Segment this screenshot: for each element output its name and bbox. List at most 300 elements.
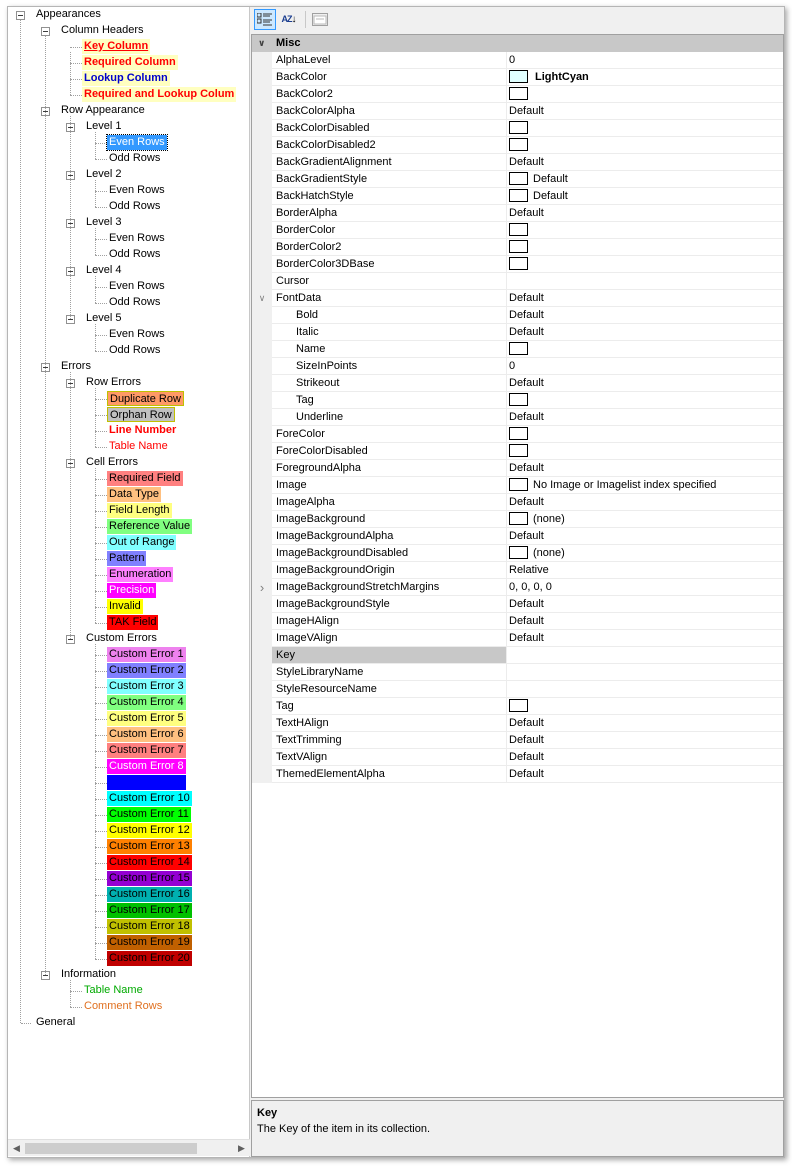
property-name: ForeColor [272,426,507,443]
tree-line [95,719,107,720]
tree-label: Even Rows [109,280,165,292]
tree-line [95,879,107,880]
property-value[interactable]: Default [507,766,783,783]
tree-line [95,276,96,303]
property-pages-button[interactable] [309,9,331,30]
tree-label: Level 5 [86,312,122,324]
row-gutter [252,443,272,460]
tree-label: Errors [61,360,91,372]
property-value[interactable] [507,647,783,664]
property-value[interactable]: Default [507,409,783,426]
color-swatch [509,512,528,525]
color-swatch [509,70,528,83]
property-name: Strikeout [272,375,507,392]
property-value[interactable]: Default [507,596,783,613]
row-gutter [252,596,272,613]
property-row[interactable] [252,239,783,256]
property-value[interactable] [507,477,783,494]
property-value[interactable]: 0 [507,358,783,375]
tree-line [95,351,107,352]
property-value[interactable] [507,256,783,273]
tree-label: Row Errors [86,376,142,388]
category-misc[interactable] [252,35,783,52]
tree-line [95,623,107,624]
property-row[interactable] [252,579,783,596]
property-value[interactable] [507,664,783,681]
property-name: TextHAlign [272,715,507,732]
tree-node-column-headers[interactable] [41,23,241,39]
property-row[interactable] [252,375,783,392]
tree-label: Even Rows [109,232,165,244]
property-value[interactable]: Default [507,154,783,171]
property-value[interactable] [507,443,783,460]
tree-line [70,63,82,64]
property-name: Italic [272,324,507,341]
tree-label: Level 1 [86,120,122,132]
description-panel [251,1100,784,1157]
tree-line [95,511,107,512]
row-gutter [252,494,272,511]
property-value[interactable]: Default [507,528,783,545]
tree-line [95,228,96,255]
property-row[interactable] [252,324,783,341]
property-name: BackGradientStyle [272,171,507,188]
property-value[interactable]: Default [507,307,783,324]
property-row[interactable] [252,715,783,732]
tree-label: Custom Errors [86,632,157,644]
scrollbar-thumb[interactable] [25,1143,197,1154]
property-name: TextTrimming [272,732,507,749]
property-name: Tag [272,698,507,715]
tree-label: Custom Error 1 [109,648,184,660]
row-gutter [252,222,272,239]
tree-line [95,479,107,480]
tree-line [95,895,107,896]
property-value[interactable] [507,188,783,205]
tree-label: Comment Rows [84,1000,163,1012]
tree-line [95,335,107,336]
row-gutter [252,392,272,409]
tree-label: Custom Error 15 [109,872,190,884]
tree-label: Line Number [109,424,177,436]
tree-line [95,847,107,848]
row-gutter [252,460,272,477]
tree-line [70,1007,82,1008]
tree-line [70,980,71,1007]
row-gutter [252,749,272,766]
tree-label: Enumeration [109,568,172,580]
tree-line [95,655,107,656]
tree-label: Column Headers [61,24,144,36]
row-gutter [252,154,272,171]
tree-line [95,943,107,944]
property-name: ForegroundAlpha [272,460,507,477]
property-row[interactable] [252,732,783,749]
property-value[interactable] [507,426,783,443]
row-gutter [252,69,272,86]
tree-label: Custom Error 4 [109,696,184,708]
tree-line [95,399,107,400]
scroll-left-icon[interactable]: ◀ [13,1143,20,1153]
property-row[interactable] [252,86,783,103]
tree-label: Invalid [109,600,141,612]
tree-line [95,767,107,768]
property-row[interactable] [252,256,783,273]
tree-label: Data Type [109,488,159,500]
row-gutter [252,715,272,732]
property-row[interactable] [252,307,783,324]
row-gutter [252,256,272,273]
tree-label: Custom Error 17 [109,904,190,916]
tree-label: Custom Error 2 [109,664,184,676]
property-name: BackColorDisabled [272,120,507,137]
tree-line [95,831,107,832]
tree-label: Odd Rows [109,344,161,356]
tree-label: Custom Error 19 [109,936,190,948]
property-row[interactable] [252,426,783,443]
property-value[interactable] [507,222,783,239]
tree-line [95,431,107,432]
tree-line [70,95,82,96]
property-row[interactable] [252,511,783,528]
row-gutter [252,545,272,562]
property-value[interactable]: Default [507,494,783,511]
tree-line [95,687,107,688]
row-gutter [252,52,272,69]
tree-line [95,159,107,160]
property-name: BorderAlpha [272,205,507,222]
tree-line [21,1023,31,1024]
property-value[interactable] [507,137,783,154]
property-grid[interactable] [251,34,784,1098]
property-value[interactable]: Default [507,375,783,392]
tree-label: Precision [109,584,155,596]
tree-line [95,468,96,623]
tree-line [95,324,96,351]
property-row[interactable] [252,171,783,188]
row-gutter [252,86,272,103]
color-swatch [509,444,528,457]
row-gutter [252,205,272,222]
tree-label: Field Length [109,504,170,516]
tree-line [95,671,107,672]
property-row[interactable] [252,222,783,239]
property-row[interactable] [252,341,783,358]
property-value[interactable]: 0, 0, 0, 0 [507,579,783,596]
property-value[interactable] [507,86,783,103]
color-swatch [509,257,528,270]
color-swatch [509,138,528,151]
tree-label: Duplicate Row [107,391,184,406]
category-label: Misc [276,37,301,49]
tree-line [95,751,107,752]
property-row[interactable] [252,154,783,171]
property-row[interactable] [252,630,783,647]
row-gutter [252,681,272,698]
property-value[interactable]: Default [507,613,783,630]
property-value[interactable]: Default [507,205,783,222]
property-value[interactable]: Default [507,732,783,749]
property-name: StyleLibraryName [272,664,507,681]
property-value[interactable]: Default [507,324,783,341]
row-gutter [252,171,272,188]
property-name: ForeColorDisabled [272,443,507,460]
row-gutter [252,613,272,630]
property-row[interactable] [252,409,783,426]
tree-label-selected: Even Rows [109,136,165,148]
tree-line [95,180,96,207]
tree-label: Cell Errors [86,456,138,468]
property-row[interactable] [252,477,783,494]
property-row[interactable] [252,562,783,579]
row-gutter [252,103,272,120]
property-row[interactable] [252,443,783,460]
property-value[interactable]: Default [507,749,783,766]
tree-line [70,116,71,319]
property-value[interactable]: Default [507,290,783,307]
property-name: Name [272,341,507,358]
tree-label: Custom Error 18 [109,920,190,932]
property-row[interactable] [252,358,783,375]
chevron-down-icon[interactable]: ∨ [252,290,272,307]
property-name: ImageBackgroundOrigin [272,562,507,579]
tree-line [70,47,82,48]
row-gutter [252,647,272,664]
tree-line [95,591,107,592]
property-row[interactable] [252,120,783,137]
property-grid-toolbar [251,7,784,33]
property-value[interactable]: Default [507,103,783,120]
tree-label: Even Rows [109,184,165,196]
property-name: BackColor [272,69,507,86]
tree-label: Custom Error 14 [109,856,190,868]
property-row[interactable] [252,647,783,664]
property-value-text: (none) [533,547,565,559]
tree-line [95,735,107,736]
toolbar-separator [305,11,306,28]
color-swatch [509,223,528,236]
property-value[interactable] [507,698,783,715]
property-row[interactable] [252,766,783,783]
tree-line [70,79,82,80]
property-row[interactable] [252,749,783,766]
tree-label: Key Column [84,40,149,52]
property-row[interactable] [252,137,783,154]
tree-label: Pattern [109,552,145,564]
row-gutter [252,562,272,579]
property-name: ImageHAlign [272,613,507,630]
tree-label: Custom Error 6 [109,728,184,740]
tree-line [95,415,107,416]
property-value-text: (none) [533,513,565,525]
property-row[interactable] [252,460,783,477]
appearance-tree[interactable] [8,7,250,1157]
tree-line [70,52,71,95]
property-row[interactable] [252,188,783,205]
property-value[interactable]: Relative [507,562,783,579]
row-gutter [252,630,272,647]
tree-label: Appearances [36,8,101,20]
property-name: Underline [272,409,507,426]
tree-line [95,575,107,576]
scroll-right-icon[interactable]: ▶ [238,1143,245,1153]
tree-line [95,559,107,560]
property-name: BorderColor3DBase [272,256,507,273]
tree-label: Custom Error 13 [109,840,190,852]
tree-label: Level 2 [86,168,122,180]
property-row[interactable] [252,273,783,290]
tree-label: Table Name [109,440,168,452]
property-value[interactable]: Default [507,630,783,647]
tree-node-appearances[interactable] [16,7,246,23]
row-gutter [252,324,272,341]
row-gutter [252,273,272,290]
property-name: ImageBackgroundStretchMargins [272,579,507,596]
color-swatch [509,121,528,134]
property-value[interactable]: Default [507,460,783,477]
tree-label: Custom Error 9 [109,776,184,788]
tree-label: Custom Error 10 [109,792,190,804]
property-name: TextVAlign [272,749,507,766]
row-gutter [252,137,272,154]
property-name: ImageBackgroundDisabled [272,545,507,562]
property-value[interactable] [507,120,783,137]
tree-label: Required Column [84,56,176,68]
property-name: Bold [272,307,507,324]
arrow-down-icon: ↓ [291,14,297,25]
property-name: BackColor2 [272,86,507,103]
property-value[interactable]: Default [507,715,783,732]
color-swatch [509,393,528,406]
color-swatch [509,240,528,253]
tree-line [95,815,107,816]
property-row[interactable] [252,596,783,613]
tree-label: Custom Error 16 [109,888,190,900]
alphabetical-button[interactable] [278,9,300,30]
tree-line [95,607,107,608]
property-row[interactable] [252,681,783,698]
tree-label: Row Appearance [61,104,145,116]
property-name: BackColorDisabled2 [272,137,507,154]
property-name: ImageVAlign [272,630,507,647]
tree-label: Reference Value [109,520,191,532]
property-name: ImageBackgroundStyle [272,596,507,613]
chevron-down-icon[interactable]: ∨ [258,38,266,48]
property-name: Key [272,647,507,664]
tree-label: Orphan Row [107,407,175,422]
property-name: BorderColor [272,222,507,239]
tree-line [95,911,107,912]
row-gutter [252,409,272,426]
property-value[interactable]: 0 [507,52,783,69]
tree-line [95,783,107,784]
tree-line [95,303,107,304]
row-gutter [252,698,272,715]
row-gutter [252,341,272,358]
tree-line [95,527,107,528]
property-row[interactable] [252,52,783,69]
collapse-icon[interactable] [41,27,50,36]
color-swatch [509,172,528,185]
description-title: Key [257,1107,278,1119]
property-name: BackHatchStyle [272,188,507,205]
tree-line [95,959,107,960]
property-row[interactable] [252,698,783,715]
collapse-icon[interactable] [16,11,25,20]
property-row[interactable] [252,103,783,120]
sort-az-icon: AZ [281,14,292,24]
row-gutter [252,188,272,205]
property-name: ThemedElementAlpha [272,766,507,783]
property-value[interactable] [507,273,783,290]
row-gutter [252,375,272,392]
row-gutter [252,239,272,256]
tree-label: Lookup Column [84,72,168,84]
tree-line [95,495,107,496]
tree-label: Custom Error 20 [109,952,190,964]
row-gutter [252,477,272,494]
property-value[interactable] [507,545,783,562]
tree-line [70,991,82,992]
description-text: The Key of the item in its collection. [257,1123,431,1135]
tree-label: Level 4 [86,264,122,276]
property-value-text: Default [533,173,568,185]
property-row[interactable] [252,494,783,511]
categorized-button[interactable] [254,9,276,30]
tree-body [8,7,250,1139]
property-row[interactable] [252,205,783,222]
row-gutter [252,511,272,528]
tree-horizontal-scrollbar[interactable] [8,1139,250,1156]
property-row[interactable] [252,545,783,562]
property-value-text: No Image or Imagelist index specified [533,479,717,491]
property-name: Tag [272,392,507,409]
color-swatch [509,427,528,440]
color-swatch [509,87,528,100]
property-value[interactable] [507,171,783,188]
property-value[interactable] [507,511,783,528]
tree-label: Even Rows [109,328,165,340]
tree-line [20,20,21,1023]
tree-label: Information [61,968,117,980]
tree-line [95,287,107,288]
tree-line [95,447,107,448]
row-gutter [252,307,272,324]
tree-line [95,191,107,192]
tree-label: Custom Error 8 [109,760,184,772]
property-row[interactable] [252,392,783,409]
property-value-text: Default [533,190,568,202]
property-row[interactable] [252,613,783,630]
property-value[interactable] [507,239,783,256]
tree-line [95,703,107,704]
property-name: StyleResourceName [272,681,507,698]
property-value[interactable] [507,681,783,698]
property-name: BorderColor2 [272,239,507,256]
color-swatch [509,189,528,202]
property-row[interactable] [252,528,783,545]
tree-label: Custom Error 11 [109,808,189,820]
property-row[interactable] [252,69,783,86]
property-value[interactable] [507,392,783,409]
tree-label: Custom Error 12 [109,824,190,836]
property-value[interactable] [507,341,783,358]
property-row[interactable] [252,664,783,681]
chevron-right-icon[interactable]: › [252,579,272,596]
property-value[interactable] [507,69,783,86]
property-name: BackColorAlpha [272,103,507,120]
property-row[interactable] [252,290,783,307]
